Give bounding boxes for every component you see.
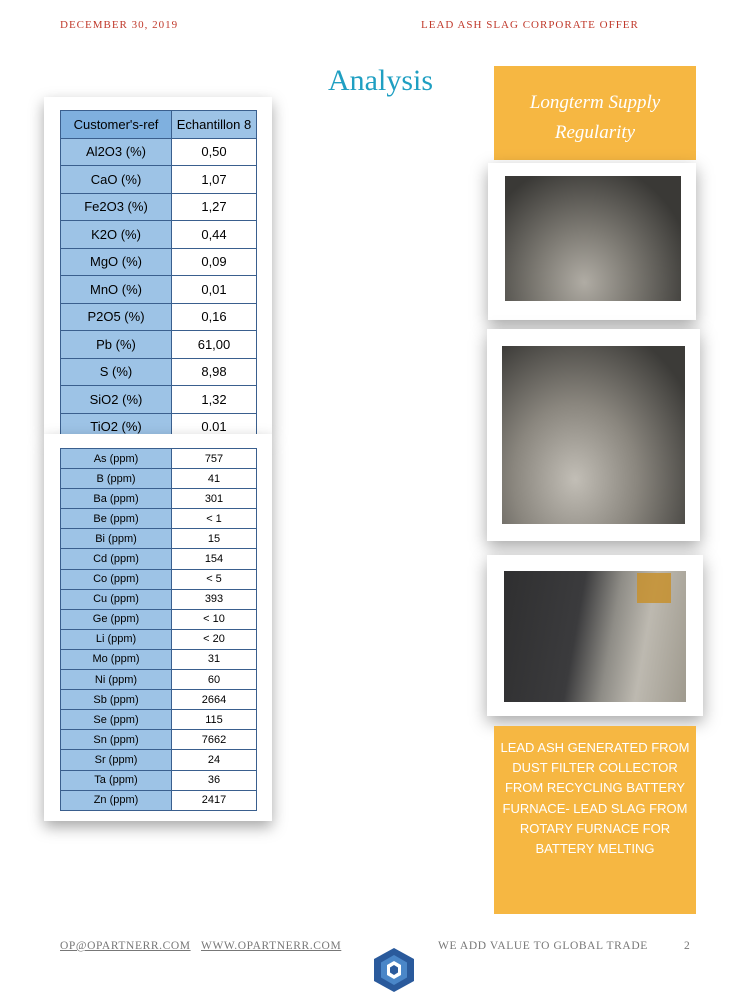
element-cell: P2O5 (%) — [61, 303, 172, 331]
table-row — [61, 449, 257, 469]
value-cell: 0,16 — [172, 303, 257, 331]
value-cell: 0.01 — [172, 413, 257, 441]
value-cell: 7662 — [172, 730, 257, 750]
element-cell: As (ppm) — [61, 449, 172, 469]
table-row — [61, 138, 257, 166]
table-row — [61, 730, 257, 750]
element-cell: Mo (ppm) — [61, 649, 172, 669]
value-cell: 2664 — [172, 690, 257, 710]
element-cell: Sb (ppm) — [61, 690, 172, 710]
slag-photo-1 — [488, 163, 696, 320]
value-cell: 757 — [172, 449, 257, 469]
value-cell: 1,32 — [172, 386, 257, 414]
value-cell: 154 — [172, 549, 257, 569]
element-cell: Cd (ppm) — [61, 549, 172, 569]
element-cell: Customer's-ref — [61, 111, 172, 139]
element-cell: K2O (%) — [61, 221, 172, 249]
element-cell: Fe2O3 (%) — [61, 193, 172, 221]
analysis-table-trace-sheet — [44, 434, 272, 821]
table-row — [61, 710, 257, 730]
value-cell: 60 — [172, 670, 257, 690]
value-cell: Echantillon 8 — [172, 111, 257, 139]
table-row — [61, 790, 257, 810]
table-row — [61, 469, 257, 489]
analysis-table-major — [60, 110, 257, 441]
table-row — [61, 166, 257, 194]
company-logo-icon — [370, 946, 418, 994]
element-cell: Se (ppm) — [61, 710, 172, 730]
element-cell: Ba (ppm) — [61, 489, 172, 509]
value-cell: 0,44 — [172, 221, 257, 249]
table-row — [61, 629, 257, 649]
value-cell: < 1 — [172, 509, 257, 529]
value-cell: 0,01 — [172, 276, 257, 304]
element-cell: Ge (ppm) — [61, 609, 172, 629]
table-row — [61, 589, 257, 609]
value-cell: < 5 — [172, 569, 257, 589]
supply-banner-text — [494, 88, 696, 148]
element-cell: Pb (%) — [61, 331, 172, 359]
supply-banner — [494, 66, 696, 160]
table-row — [61, 670, 257, 690]
table-header-row — [61, 111, 257, 139]
element-cell: Sn (ppm) — [61, 730, 172, 750]
element-cell: MgO (%) — [61, 248, 172, 276]
value-cell: 1,27 — [172, 193, 257, 221]
element-cell: Bi (ppm) — [61, 529, 172, 549]
element-cell: Sr (ppm) — [61, 750, 172, 770]
value-cell: 1,07 — [172, 166, 257, 194]
value-cell: 0,50 — [172, 138, 257, 166]
table-row — [61, 248, 257, 276]
value-cell: 31 — [172, 649, 257, 669]
table-row — [61, 509, 257, 529]
slag-photo-2 — [487, 329, 700, 541]
value-cell: 41 — [172, 469, 257, 489]
element-cell: Co (ppm) — [61, 569, 172, 589]
table-row — [61, 549, 257, 569]
supply-line-1: Longterm Supply — [529, 92, 661, 113]
table-row — [61, 303, 257, 331]
table-row — [61, 331, 257, 359]
slag-photo-3 — [487, 555, 703, 716]
table-row — [61, 770, 257, 790]
loader-vehicle-image — [637, 573, 671, 603]
table-row — [61, 358, 257, 386]
value-cell: 24 — [172, 750, 257, 770]
footer-website-link[interactable]: WWW.OPARTNERR.COM — [201, 940, 342, 952]
table-row — [61, 569, 257, 589]
value-cell: 8,98 — [172, 358, 257, 386]
footer-tagline: WE ADD VALUE TO GLOBAL TRADE — [438, 940, 648, 952]
table-row — [61, 690, 257, 710]
table-row — [61, 489, 257, 509]
slag-pile-image — [502, 346, 685, 524]
element-cell: S (%) — [61, 358, 172, 386]
value-cell: 115 — [172, 710, 257, 730]
element-cell: Li (ppm) — [61, 629, 172, 649]
element-cell: Be (ppm) — [61, 509, 172, 529]
table-row — [61, 649, 257, 669]
footer-email-link[interactable]: OP@OPARTNERR.COM — [60, 940, 191, 952]
element-cell: Zn (ppm) — [61, 790, 172, 810]
element-cell: TiO2 (%) — [61, 413, 172, 441]
value-cell: 36 — [172, 770, 257, 790]
value-cell: 0,09 — [172, 248, 257, 276]
description-text: LEAD ASH GENERATED FROM DUST FILTER COLLECTOR FROM RECYCLING BATTERY FURNACE- LEAD SLAG FROM ROTARY FURNACE FOR BATTERY MELTING — [500, 740, 690, 857]
table-row — [61, 276, 257, 304]
value-cell: 2417 — [172, 790, 257, 810]
element-cell: Ni (ppm) — [61, 670, 172, 690]
value-cell: 393 — [172, 589, 257, 609]
element-cell: Ta (ppm) — [61, 770, 172, 790]
value-cell: 15 — [172, 529, 257, 549]
table-row — [61, 529, 257, 549]
element-cell: SiO2 (%) — [61, 386, 172, 414]
header-date: DECEMBER 30, 2019 — [60, 19, 179, 31]
analysis-table-major-sheet — [44, 97, 272, 434]
table-row — [61, 221, 257, 249]
table-row — [61, 193, 257, 221]
element-cell: B (ppm) — [61, 469, 172, 489]
element-cell: Cu (ppm) — [61, 589, 172, 609]
element-cell: CaO (%) — [61, 166, 172, 194]
page-number: 2 — [684, 940, 691, 952]
table-row — [61, 750, 257, 770]
value-cell: < 10 — [172, 609, 257, 629]
element-cell: Al2O3 (%) — [61, 138, 172, 166]
value-cell: 61,00 — [172, 331, 257, 359]
header-doc-title: LEAD ASH SLAG CORPORATE OFFER — [421, 19, 639, 31]
analysis-table-trace — [60, 448, 257, 811]
table-row — [61, 386, 257, 414]
slag-pile-image — [505, 176, 681, 301]
value-cell: 301 — [172, 489, 257, 509]
page-title: Analysis — [328, 64, 433, 97]
supply-line-2: Regularity — [554, 122, 636, 143]
value-cell: < 20 — [172, 629, 257, 649]
element-cell: MnO (%) — [61, 276, 172, 304]
description-banner — [494, 726, 696, 914]
table-row — [61, 609, 257, 629]
